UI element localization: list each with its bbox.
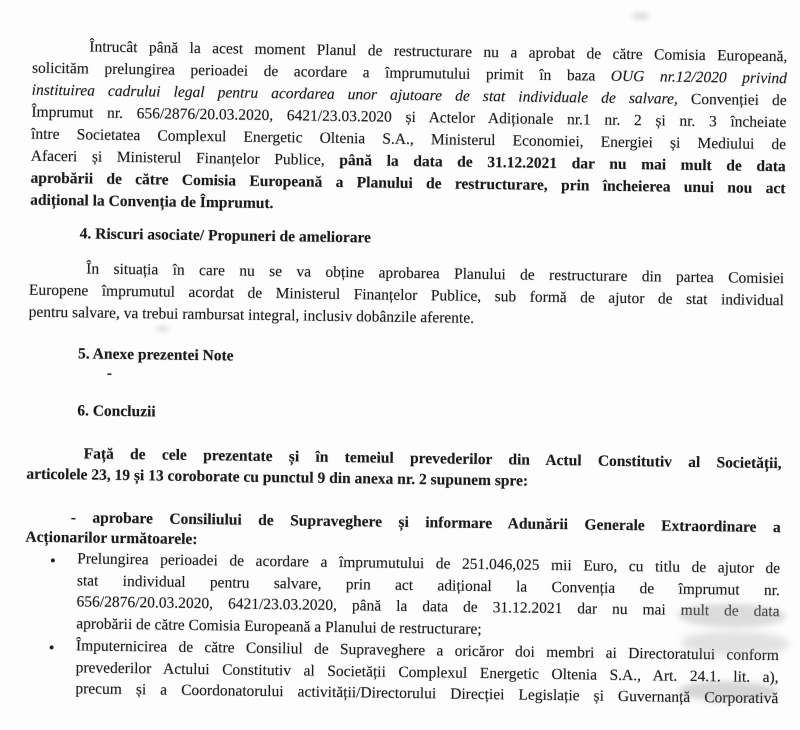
section-6-heading: 6. Concluzii	[77, 402, 156, 421]
text-line: Împrumut nr. 656/2876/20.03.2020, 6421/23.03.2020 și Actelor Adiționale nr.1 nr. 2 și nr. 3 încheiate	[31, 103, 787, 132]
text-line: stat individual pentru salvare, prin act adițional la Convenția de împrumut nr.	[76, 571, 780, 599]
decisions-list	[23, 548, 780, 710]
text-line: - aprobare Consiliului de Supraveghere și informare Adunării Generale Extraordinare a	[70, 509, 781, 537]
text-line: prevederilor Actului Constitutiv al Societății Complexul Energetic Oltenia S.A., Art. 24.1. lit. a),	[75, 658, 779, 686]
text-line: În situația în care nu se va obține aprobarea Planului de restructurare din partea Comisiei	[86, 260, 785, 288]
section-5-empty-annex-dash: -	[106, 364, 113, 382]
conclusions-paragraph	[26, 443, 782, 496]
text-line: precum și a Coordonatorului activității/Directorului Direcției Legislație și Guvernanță Corporativă	[75, 680, 779, 708]
text-line: Întrucât până la acest moment Planul de restructurare nu a aprobat de către Comisia Europeană,	[89, 38, 788, 66]
section-4-heading: 4. Riscuri asociate/ Propuneri de ameliorare	[79, 225, 372, 247]
scan-artifact	[155, 325, 169, 332]
text-line: Împuternicirea de către Consiliul de Supraveghere a oricăror doi membri ai Directoratului conform	[75, 637, 780, 664]
text-line: Prelungirea perioadei de acordare a împrumutului de 251.046,025 mii Euro, cu titlu de ajutor de	[77, 550, 781, 578]
text-line: 656/2876/20.03.2020, 6421/23.03.2020, până la data de 31.12.2021 dar nu mai mult de data	[76, 593, 780, 621]
bullet-icon: ●	[48, 641, 55, 652]
section-5-heading: 5. Anexe prezentei Note	[77, 345, 234, 365]
section-4-paragraph	[28, 258, 784, 335]
text-line: instituirea cadrului legal pentru acordarea unor ajutoare de stat individuale de salvare, Convenției de	[31, 81, 787, 110]
text-line: Față de cele prezentate și în temeiul prevederilor din Actul Constitutiv al Societății,	[83, 445, 782, 473]
text-line: aprobării de către Comisia Europeană a Planului de restructurare;	[76, 615, 482, 639]
text-line: solicităm prelungirea perioadei de acordare a împrumutului primit în baza OUG nr.12/2020 privind	[31, 59, 788, 88]
list-item-empowerment	[23, 634, 779, 710]
text-line: aprobării de către Comisia Europeană a Planului de restructurare, prin încheierea unui nou act	[30, 169, 786, 198]
text-line: articolele 23, 19 și 13 coroborate cu punctul 9 din anexa nr. 2 supunem spre:	[26, 465, 529, 490]
text-line: adițional la Convenția de Împrumut.	[30, 191, 274, 212]
scan-artifact	[632, 12, 650, 20]
intro-paragraph	[30, 36, 787, 223]
text-line: Acționarilor următoarele:	[25, 528, 198, 548]
text-line: pentru salvare, va trebui rambursat integral, inclusiv dobânzile aferente.	[28, 303, 475, 327]
text-line: între Societatea Complexul Energetic Oltenia S.A., Ministerul Economiei, Energiei și Mediului de	[31, 125, 787, 154]
list-item-text	[75, 635, 779, 710]
text-line: Europene împrumutul acordat de Ministerul Finanțelor Publice, sub formă de ajutor de stat individual	[28, 281, 784, 310]
text-line: Afaceri și Ministerul Finanțelor Publice, până la data de 31.12.2021 dar nu mai mult de data	[30, 147, 786, 176]
bullet-icon: ●	[50, 554, 56, 565]
list-item-loan-extension	[24, 548, 780, 645]
list-item-text	[76, 548, 780, 645]
